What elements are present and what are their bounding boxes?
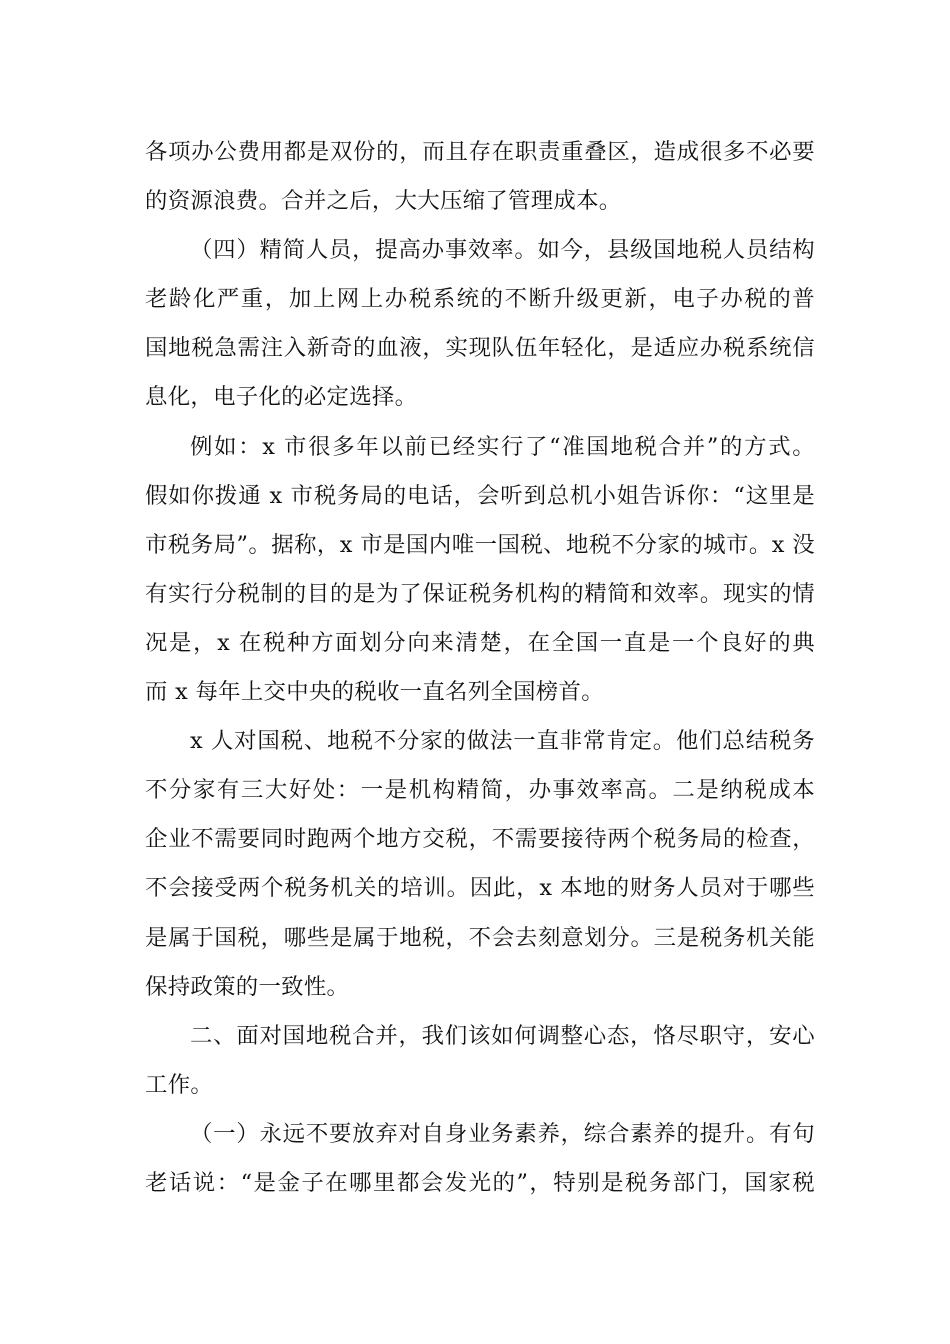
text-line: 而 x 每年上交中央的税收一直名列全国榜首。 (145, 679, 604, 706)
text-line: 企业不需要同时跑两个地方交税，不需要接待两个税务局的检查， (145, 826, 815, 853)
text-line: 的资源浪费。合并之后，大大压缩了管理成本。 (145, 188, 622, 215)
text-line: 市税务局”。据称，x 市是国内唯一国税、地税不分家的城市。x 没 (145, 531, 815, 558)
text-line: （一）永远不要放弃对自身业务素养，综合素养的提升。有句 (190, 1120, 815, 1147)
paragraph-6 (145, 1110, 815, 1208)
text-line: 是属于国税，哪些是属于地税，不会去刻意划分。三是税务机关能 (145, 924, 815, 951)
text-line: 有实行分税制的目的是为了保证税务机构的精简和效率。现实的情 (145, 580, 815, 607)
text-line: 各项办公费用都是双份的，而且存在职责重叠区，造成很多不必要 (145, 139, 815, 165)
text-line: 不分家有三大好处：一是机构精简，办事效率高。二是纳税成本 (145, 777, 815, 804)
text-line: 老龄化严重，加上网上办税系统的不断升级更新，电子办税的普 (145, 286, 815, 313)
paragraph-2 (145, 226, 815, 422)
paragraph-3 (145, 423, 815, 718)
body-text (145, 128, 815, 1208)
section-heading (145, 1012, 815, 1110)
text-line: 例如：x 市很多年以前已经实行了“准国地税合并”的方式。 (190, 433, 815, 460)
text-line: 工作。 (145, 1071, 214, 1098)
text-line: x 人对国税、地税不分家的做法一直非常肯定。他们总结税务 (190, 728, 815, 755)
text-line: 国地税急需注入新奇的血液，实现队伍年轻化，是适应办税系统信 (145, 335, 815, 362)
paragraph-4 (145, 717, 815, 1012)
text-line: 息化，电子化的必定选择。 (145, 384, 418, 411)
text-line: 况是，x 在税种方面划分向来清楚，在全国一直是一个良好的典 (145, 629, 815, 656)
text-line: （四）精简人员，提高办事效率。如今，县级国地税人员结构 (190, 237, 815, 264)
paragraph-1 (145, 128, 815, 226)
text-line: 保持政策的一致性。 (145, 973, 350, 1000)
text-line: 不会接受两个税务机关的培训。因此，x 本地的财务人员对于哪些 (145, 875, 815, 902)
text-line: 假如你拨通 x 市税务局的电话，会听到总机小姐告诉你：“这里是 (145, 482, 815, 509)
text-line: 二、面对国地税合并，我们该如何调整心态，恪尽职守，安心 (190, 1022, 815, 1049)
text-line: 老话说：“是金子在哪里都会发光的”，特别是税务部门，国家税 (145, 1169, 815, 1196)
